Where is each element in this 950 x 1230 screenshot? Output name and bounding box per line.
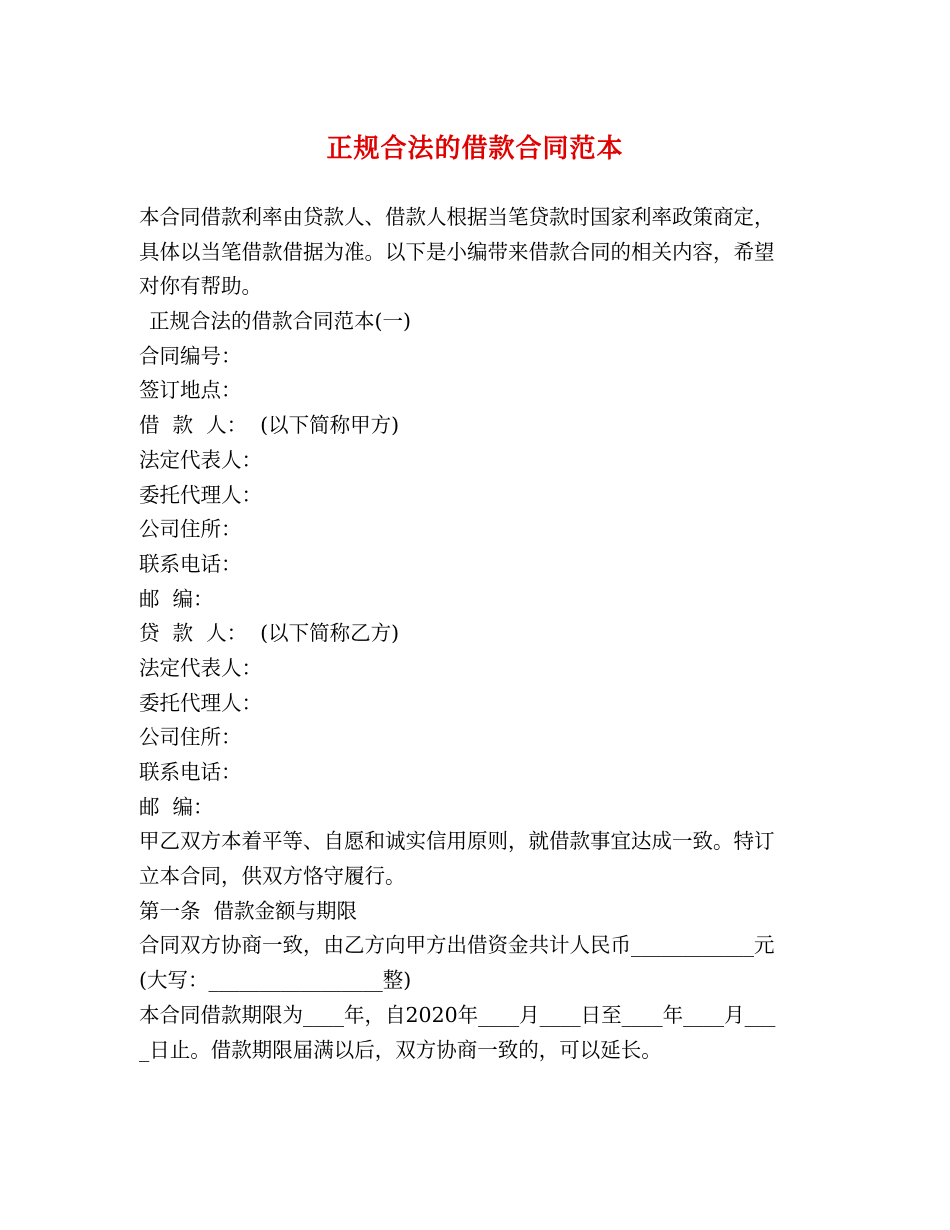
signing-place-field: 签订地点：	[139, 378, 242, 403]
article-one-amount-line: 合同双方协商一致，由乙方向甲方出借资金共计人民币____________元	[139, 933, 775, 958]
agreement-line-1: 甲乙双方本着平等、自愿和诚实信用原则，就借款事宜达成一致。特订	[139, 829, 775, 854]
intro-line-2: 具体以当笔借款借据为准。以下是小编带来借款合同的相关内容，希望	[139, 239, 775, 264]
lender-postcode-field: 邮 编：	[139, 794, 214, 819]
lender-field: 贷 款 人： (以下简称乙方)	[139, 621, 400, 646]
borrower-postcode-field: 邮 编：	[139, 586, 214, 611]
lender-address-field: 公司住所：	[139, 725, 242, 750]
borrower-address-field: 公司住所：	[139, 517, 242, 542]
borrower-legal-rep-field: 法定代表人：	[139, 447, 262, 472]
article-one-term-line-2: _日止。借款期限届满以后，双方协商一致的，可以延长。	[139, 1037, 662, 1062]
intro-line-3: 对你有帮助。	[139, 274, 262, 299]
agreement-line-2: 立本合同，供双方恪守履行。	[139, 864, 406, 889]
borrower-agent-field: 委托代理人：	[139, 482, 262, 507]
intro-line-1: 本合同借款利率由贷款人、借款人根据当笔贷款时国家利率政策商定，	[139, 205, 775, 229]
article-one-amount-words-line: (大写：_________________整)	[139, 968, 412, 993]
borrower-phone-field: 联系电话：	[139, 551, 242, 576]
article-one-heading: 第一条 借款金额与期限	[139, 898, 358, 923]
document-body	[139, 200, 819, 1067]
lender-legal-rep-field: 法定代表人：	[139, 655, 262, 680]
document-title: 正规合法的借款合同范本	[326, 134, 624, 164]
section-heading: 正规合法的借款合同范本(一)	[149, 309, 411, 334]
contract-number-field: 合同编号：	[139, 343, 242, 368]
lender-phone-field: 联系电话：	[139, 760, 242, 784]
article-one-term-line-1: 本合同借款期限为____年，自2020年____月____日至____年____月___	[139, 1002, 776, 1027]
borrower-field: 借 款 人： (以下简称甲方)	[139, 413, 400, 438]
lender-agent-field: 委托代理人：	[139, 690, 262, 715]
